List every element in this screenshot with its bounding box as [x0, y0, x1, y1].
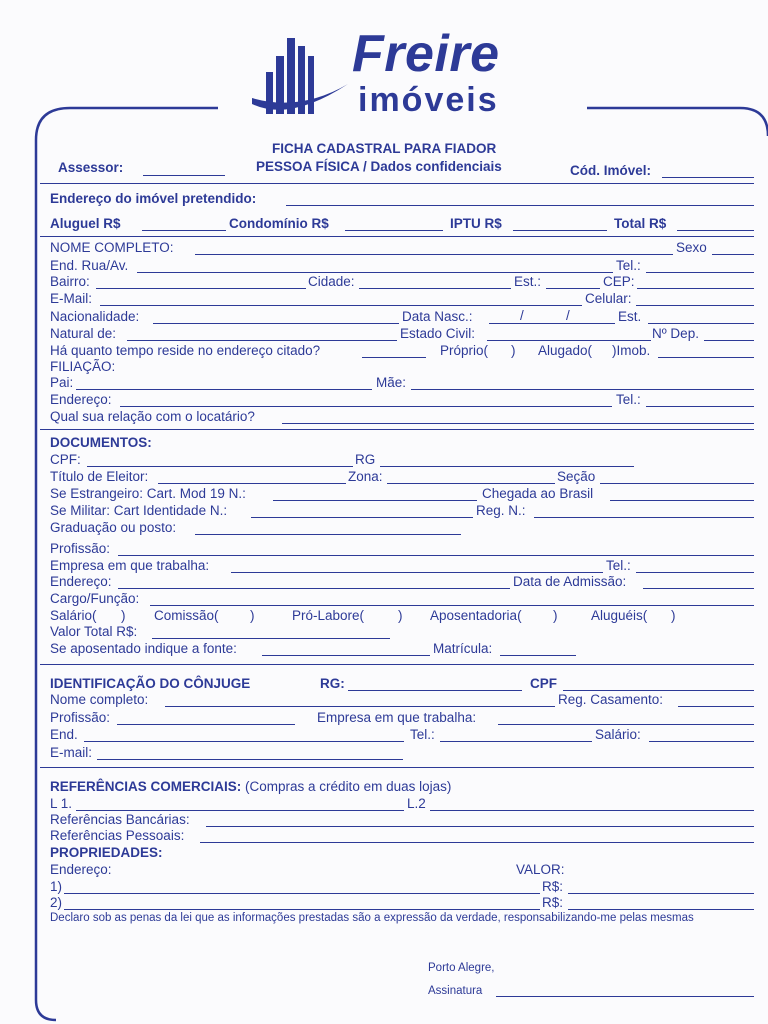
- propriedade-2-label: 2): [50, 895, 63, 910]
- propriedades-endereco-label: Endereço:: [50, 862, 112, 877]
- conjuge-salario-field[interactable]: [649, 741, 754, 742]
- conjuge-end-label: End.: [50, 727, 78, 742]
- sexo-field[interactable]: [712, 254, 754, 255]
- zona-field[interactable]: [387, 483, 555, 484]
- comissao-checkbox-label[interactable]: Comissão(: [154, 608, 219, 623]
- nome-label: NOME COMPLETO:: [50, 240, 174, 255]
- nacionalidade-label: Nacionalidade:: [50, 309, 140, 324]
- cidade-field[interactable]: [359, 288, 511, 289]
- alugueis-checkbox-label[interactable]: Aluguéis(: [591, 608, 648, 623]
- referencias-title: REFERÊNCIAS COMERCIAIS:: [50, 779, 242, 794]
- cpf-label: CPF:: [50, 452, 81, 467]
- conjuge-end-field[interactable]: [84, 741, 404, 742]
- profissao-label: Profissão:: [50, 541, 111, 556]
- conjuge-tel-label: Tel.:: [410, 727, 435, 742]
- filiacao-endereco-label: Endereço:: [50, 392, 112, 407]
- salario-checkbox-label[interactable]: Salário(: [50, 608, 97, 623]
- mae-field[interactable]: [411, 389, 754, 390]
- cod-imovel-field[interactable]: [662, 177, 754, 178]
- aluguel-label: Aluguel R$: [50, 216, 121, 231]
- conjuge-heading: IDENTIFICAÇÃO DO CÔNJUGE: [50, 676, 251, 691]
- divider: [40, 767, 754, 768]
- date-separator: /: [520, 308, 524, 323]
- paren-close: ): [511, 343, 516, 358]
- matricula-label: Matrícula:: [433, 641, 493, 656]
- condominio-field[interactable]: [345, 230, 443, 231]
- bairro-label: Bairro:: [50, 274, 90, 289]
- email-label: E-Mail:: [50, 291, 93, 306]
- secao-label: Seção: [557, 469, 596, 484]
- endereco-imovel-label: Endereço do imóvel pretendido:: [50, 191, 257, 206]
- chegada-field[interactable]: [610, 500, 754, 501]
- assessor-field[interactable]: [143, 175, 225, 176]
- rg-label: RG: [355, 452, 376, 467]
- valor-total-label: Valor Total R$:: [50, 624, 138, 639]
- divider: [40, 429, 754, 430]
- titulo-eleitor-field[interactable]: [158, 483, 346, 484]
- filiacao-endereco-field[interactable]: [120, 406, 612, 407]
- empresa-endereco-field[interactable]: [118, 588, 510, 589]
- natural-field[interactable]: [127, 340, 397, 341]
- relacao-label: Qual sua relação com o locatário?: [50, 409, 255, 424]
- chegada-label: Chegada ao Brasil: [482, 486, 594, 501]
- conjuge-profissao-field[interactable]: [117, 724, 295, 725]
- empresa-tel-label: Tel.:: [606, 558, 631, 573]
- total-label: Total R$: [614, 216, 667, 231]
- nome-field[interactable]: [195, 254, 673, 255]
- assinatura-label: Assinatura: [428, 985, 483, 997]
- empresa-field[interactable]: [231, 572, 603, 573]
- tel-label: Tel.:: [616, 258, 641, 273]
- propriedades-heading: PROPRIEDADES:: [50, 845, 163, 860]
- cep-field[interactable]: [637, 288, 754, 289]
- cpf-field[interactable]: [87, 466, 353, 467]
- paren-close: ): [671, 608, 676, 623]
- pro-labore-checkbox-label[interactable]: Pró-Labore(: [292, 608, 365, 623]
- imob-field[interactable]: [658, 357, 754, 358]
- pai-label: Pai:: [50, 375, 74, 390]
- conjuge-empresa-field[interactable]: [498, 724, 754, 725]
- pai-field[interactable]: [76, 389, 372, 390]
- end-rua-field[interactable]: [137, 272, 613, 273]
- divider: [40, 183, 754, 184]
- natural-label: Natural de:: [50, 326, 117, 341]
- propriedade-1-label: 1): [50, 879, 63, 894]
- zona-label: Zona:: [348, 469, 383, 484]
- conjuge-nome-label: Nome completo:: [50, 692, 149, 707]
- divider: [40, 236, 754, 237]
- n-dep-field[interactable]: [704, 340, 754, 341]
- celular-field[interactable]: [636, 305, 754, 306]
- ref-pessoais-field[interactable]: [200, 842, 754, 843]
- tempo-label: Há quanto tempo reside no endereço citado?: [50, 343, 321, 358]
- divider: [40, 664, 754, 665]
- cargo-field[interactable]: [150, 605, 754, 606]
- empresa-label: Empresa em que trabalha:: [50, 558, 210, 573]
- reg-casamento-label: Reg. Casamento:: [558, 692, 664, 707]
- estrangeiro-label: Se Estrangeiro: Cart. Mod 19 N.:: [50, 486, 246, 501]
- email-field[interactable]: [100, 305, 582, 306]
- ref-pessoais-label: Referências Pessoais:: [50, 828, 185, 843]
- endereco-imovel-field[interactable]: [286, 205, 754, 206]
- cidade-label: Cidade:: [308, 274, 355, 289]
- form-title: FICHA CADASTRAL PARA FIADOR: [272, 141, 497, 156]
- conjuge-email-label: E-mail:: [50, 745, 93, 760]
- celular-label: Celular:: [585, 291, 632, 306]
- paren-close: ): [398, 608, 403, 623]
- conjuge-email-field[interactable]: [97, 759, 403, 760]
- data-admissao-label: Data de Admissão:: [513, 574, 627, 589]
- graduacao-field[interactable]: [195, 534, 461, 535]
- referencias-heading: [50, 779, 451, 794]
- cod-imovel-label: Cód. Imóvel:: [570, 163, 652, 178]
- profissao-field[interactable]: [118, 555, 754, 556]
- empresa-endereco-label: Endereço:: [50, 574, 112, 589]
- titulo-eleitor-label: Título de Eleitor:: [50, 469, 149, 484]
- data-nasc-label: Data Nasc.:: [402, 309, 473, 324]
- n-dep-label: Nº Dep.: [652, 326, 699, 341]
- l1-field[interactable]: [76, 810, 404, 811]
- cep-label: CEP:: [603, 274, 635, 289]
- secao-field[interactable]: [600, 483, 754, 484]
- logo-freire: Freire: [352, 25, 500, 83]
- tel-field[interactable]: [646, 272, 754, 273]
- estado-civil-label: Estado Civil:: [400, 326, 476, 341]
- filiacao-tel-field[interactable]: [646, 406, 754, 407]
- proprio-checkbox-label[interactable]: Próprio(: [440, 343, 489, 358]
- matricula-field[interactable]: [500, 655, 576, 656]
- tempo-field[interactable]: [362, 357, 426, 358]
- militar-label: Se Militar: Cart Identidade N.:: [50, 503, 228, 518]
- paren-close: ): [121, 608, 126, 623]
- est-field[interactable]: [546, 288, 600, 289]
- conjuge-tel-field[interactable]: [440, 741, 592, 742]
- total-field[interactable]: [677, 230, 754, 231]
- conjuge-empresa-label: Empresa em que trabalha:: [317, 710, 477, 725]
- nacionalidade-field[interactable]: [153, 323, 399, 324]
- logo-imoveis: imóveis: [358, 81, 499, 119]
- aposentado-label: Se aposentado indique a fonte:: [50, 641, 237, 656]
- l2-field[interactable]: [430, 810, 754, 811]
- rg-field[interactable]: [380, 466, 634, 467]
- data-nasc-field[interactable]: [489, 323, 615, 324]
- mae-label: Mãe:: [376, 375, 407, 390]
- propriedade-1-valor-field[interactable]: [568, 893, 754, 894]
- declaracao-text: Declaro sob as penas da lei que as informações prestadas são a expressão da verdade, responsabilizando-me pelas mesmas: [50, 912, 694, 924]
- propriedade-2-valor-label: R$:: [542, 895, 564, 910]
- building-logo-icon: [252, 38, 348, 114]
- referencias-note: (Compras a crédito em duas lojas): [245, 779, 452, 794]
- data-admissao-field[interactable]: [643, 588, 754, 589]
- ref-bancarias-field[interactable]: [206, 826, 754, 827]
- conjuge-profissao-label: Profissão:: [50, 710, 111, 725]
- filiacao-tel-label: Tel.:: [616, 392, 641, 407]
- conjuge-rg-field[interactable]: [348, 690, 522, 691]
- est2-label: Est.: [618, 309, 642, 324]
- assinatura-field[interactable]: [496, 996, 754, 997]
- paren-close: ): [553, 608, 558, 623]
- propriedade-2-valor-field[interactable]: [568, 909, 754, 910]
- ref-bancarias-label: Referências Bancárias:: [50, 812, 190, 827]
- porto-alegre-label: Porto Alegre,: [428, 962, 495, 974]
- conjuge-cpf-label: CPF: [530, 676, 557, 691]
- l2-label: L.2: [407, 796, 426, 811]
- alugado-checkbox-label[interactable]: Alugado(: [538, 343, 593, 358]
- iptu-label: IPTU R$: [450, 216, 502, 231]
- date-separator: /: [566, 308, 570, 323]
- estado-civil-field[interactable]: [487, 340, 651, 341]
- aluguel-field[interactable]: [142, 230, 226, 231]
- conjuge-nome-field[interactable]: [165, 706, 555, 707]
- form-subtitle: PESSOA FÍSICA / Dados confidenciais: [256, 159, 502, 174]
- valor-total-field[interactable]: [152, 638, 390, 639]
- aposentadoria-checkbox-label[interactable]: Aposentadoria(: [430, 608, 522, 623]
- filiacao-heading: FILIAÇÃO:: [50, 359, 116, 374]
- militar-field[interactable]: [251, 517, 473, 518]
- condominio-label: Condomínio R$: [229, 216, 329, 231]
- assessor-label: Assessor:: [58, 160, 124, 175]
- reg-casamento-field[interactable]: [678, 706, 754, 707]
- iptu-field[interactable]: [513, 230, 607, 231]
- aposentado-field[interactable]: [262, 655, 430, 656]
- bairro-field[interactable]: [96, 288, 306, 289]
- end-rua-label: End. Rua/Av.: [50, 258, 129, 273]
- reg-n-field[interactable]: [534, 517, 754, 518]
- propriedade-2-field[interactable]: [64, 909, 540, 910]
- paren-close: ): [250, 608, 255, 623]
- propriedade-1-valor-label: R$:: [542, 879, 564, 894]
- estrangeiro-field[interactable]: [273, 500, 477, 501]
- est2-field[interactable]: [648, 323, 754, 324]
- est-label: Est.:: [514, 274, 542, 289]
- relacao-field[interactable]: [282, 423, 754, 424]
- reg-n-label: Reg. N.:: [476, 503, 526, 518]
- conjuge-cpf-field[interactable]: [563, 690, 754, 691]
- documentos-heading: DOCUMENTOS:: [50, 435, 152, 450]
- imob-label: )Imob.: [612, 343, 651, 358]
- cargo-label: Cargo/Função:: [50, 591, 140, 606]
- propriedades-valor-label: VALOR:: [516, 862, 565, 877]
- graduacao-label: Graduação ou posto:: [50, 520, 177, 535]
- sexo-label: Sexo: [676, 240, 707, 255]
- conjuge-rg-label: RG:: [320, 676, 345, 691]
- l1-label: L 1.: [50, 796, 73, 811]
- conjuge-salario-label: Salário:: [595, 727, 641, 742]
- propriedade-1-field[interactable]: [64, 893, 540, 894]
- empresa-tel-field[interactable]: [636, 572, 754, 573]
